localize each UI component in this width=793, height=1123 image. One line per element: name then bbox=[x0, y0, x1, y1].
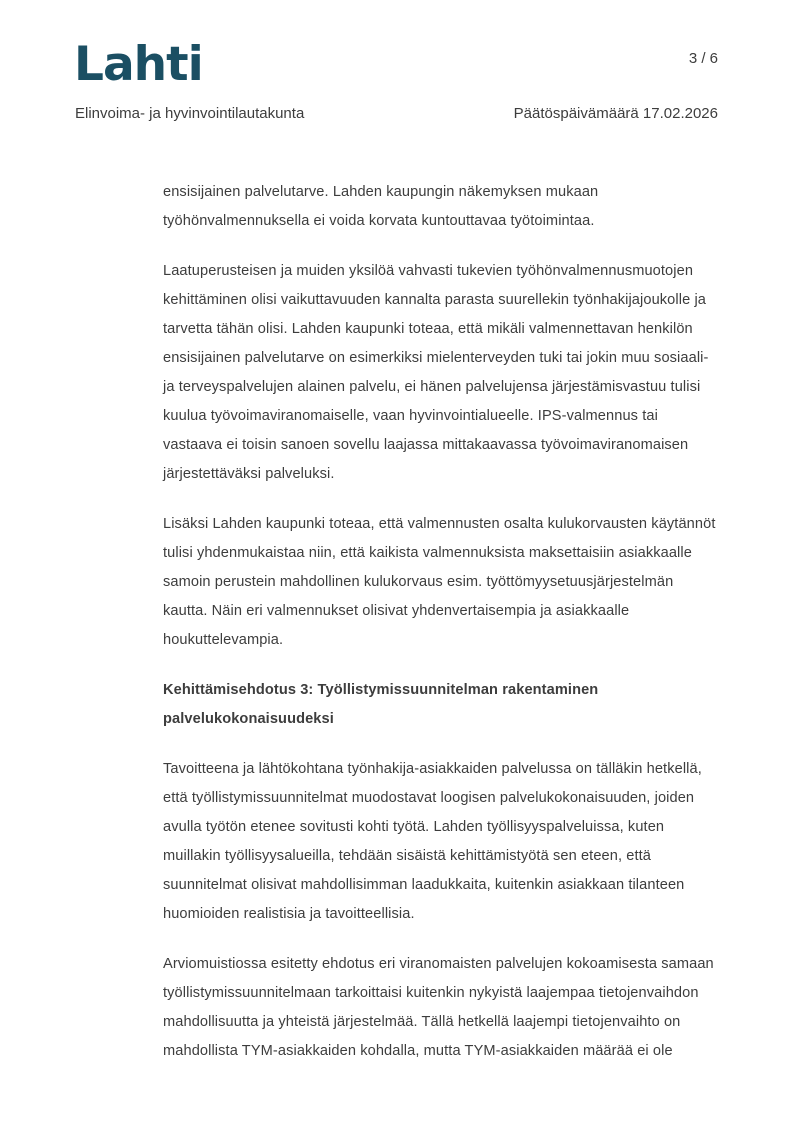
document-header bbox=[0, 104, 793, 123]
document-body bbox=[163, 178, 721, 1066]
section-heading-kehittamisehdotus-3: Kehittämisehdotus 3: Työllistymissuunnitelman rakentaminen palvelukokonaisuudeksi bbox=[163, 682, 599, 727]
paragraph-5: Arviomuistiossa esitetty ehdotus eri viranomaisten palvelujen kokoamisesta samaan työllistymissuunnitelmaan tarkoittaisi kuitenkin nykyistä laajempaa tietojenvaihdon mahdollisuutta ja yhteistä järjestelmää. Tällä hetkellä laajempi tietojenvaihto on mahdollista TYM-asiakkaiden kohdalla, mutta TYM-asiakkaiden määrää ei ole bbox=[163, 956, 714, 1059]
decision-date: Päätöspäivämäärä 17.02.2026 bbox=[513, 105, 718, 122]
paragraph-4: Tavoitteena ja lähtökohtana työnhakija-asiakkaiden palvelussa on tälläkin hetkellä, että työllistymissuunnitelmat muodostavat loogisen palvelukokonaisuuden, joiden avulla työtön etenee sovitusti kohti työtä. Lahden työllisyyspalveluissa, kuten muillakin työllisyysalueilla, tehdään sisäistä kehittämistyötä sen eteen, että suunnitelmat olisivat mahdollisimman laadukkaita, kuitenkin asiakkaan tilanteen huomioiden realistisia ja tavoitteellisia. bbox=[163, 761, 702, 922]
paragraph-3: Lisäksi Lahden kaupunki toteaa, että valmennusten osalta kulukorvausten käytännöt tulisi yhdenmukaistaa niin, että kaikista valmennuksista maksettaisiin asiakkaalle samoin perustein mahdollinen kulukorvaus esim. työttömyysetuusjärjestelmän kautta. Näin eri valmennukset olisivat yhdenvertaisempia ja asiakkaalle houkuttelevampia. bbox=[163, 516, 716, 648]
committee-name: Elinvoima- ja hyvinvointilautakunta bbox=[75, 105, 305, 122]
lahti-logo: Lahti bbox=[74, 37, 203, 92]
paragraph-2: Laatuperusteisen ja muiden yksilöä vahvasti tukevien työhönvalmennusmuotojen kehittäminen olisi vaikuttavuuden kannalta parasta suurellekin työnhakijajoukolle ja tarvetta tähän olisi. Lahden kaupunki toteaa, että mikäli valmennettavan henkilön ensisijainen palvelutarve on esimerkiksi mielenterveyden tuki tai jokin muu sosiaali- ja terveyspalvelujen alainen palvelu, ei hänen palvelujensa järjestämisvastuu tulisi kuulua työvoimaviranomaiselle, vaan hyvinvointialueelle. IPS-valmennus tai vastaava ei toisin sanoen sovellu laajassa mittakaavassa työvoimaviranomaisen järjestettäväksi palveluksi. bbox=[163, 263, 709, 482]
page-number: 3 / 6 bbox=[688, 50, 718, 67]
page-top-row bbox=[0, 0, 793, 90]
paragraph-1: ensisijainen palvelutarve. Lahden kaupungin näkemyksen mukaan työhönvalmennuksella ei voida korvata kuntouttavaa työtoimintaa. bbox=[163, 184, 599, 229]
